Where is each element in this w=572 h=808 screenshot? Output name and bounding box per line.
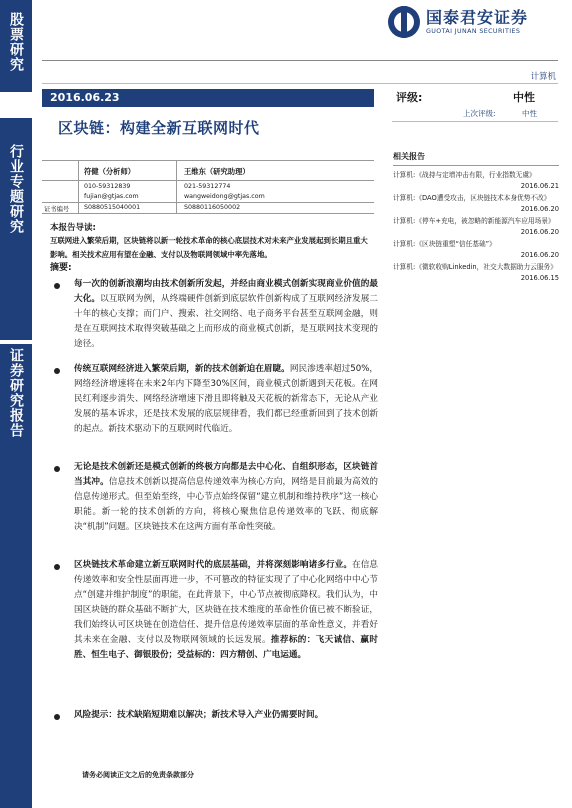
analyst-primary-cert: S0880515040001 (84, 204, 141, 211)
sector-label: 计算机 (530, 72, 556, 82)
report-date-bar (42, 89, 374, 107)
summary-body: 网民渗透率超过50%，网络经济增速将在未来2年内下降至30%区间，商业模式创新遇到天花板。在网民红利逐步消失、网络经济增速下滑且即将触及天花板的新常态下，无论从产业发展的基本诉求，还是技术发展的底层规律看，我们都已经重新回到了技术创新的起点。新技术驱动下的互联网时代临近。 (74, 364, 378, 434)
bullet-icon (54, 283, 60, 289)
related-report-item[interactable] (393, 262, 559, 282)
sidebar-middle-label: 行业专题研究 (8, 144, 24, 234)
analyst-primary-name: 符健（分析师） (84, 167, 136, 176)
cert-label: 证书编号 (44, 206, 70, 213)
summary-recommendation: 推荐标的：飞天诚信、赢时胜、恒生电子、御银股份；受益标的：四方精创、广电运通。 (74, 635, 378, 660)
sector-divider (42, 83, 558, 84)
guide-text: 互联网进入繁荣后期，区块链将以新一轮技术革命的核心底层技术对未来产业发展起到长期且重大影响。相关技术应用有望在金融、支付以及物联网领域中率先落地。 (50, 236, 368, 259)
bullet-icon (54, 368, 60, 374)
related-report-date: 2016.06.21 (520, 182, 559, 190)
summary-lead: 传统互联网经济进入繁荣后期，新的技术创新迫在眉睫。 (74, 364, 290, 374)
related-report-date: 2016.06.20 (520, 205, 559, 213)
previous-rating-label: 上次评级: (463, 109, 496, 118)
previous-rating-value: 中性 (522, 109, 537, 118)
related-report-item[interactable] (393, 216, 559, 236)
bullet-icon (54, 564, 60, 570)
summary-paragraph (74, 277, 378, 352)
analyst-secondary-phone: 021-59312774 (184, 183, 231, 190)
guotai-junan-logo-icon (388, 6, 420, 38)
sidebar-securities-report (0, 344, 32, 808)
summary-paragraph (74, 460, 378, 535)
brand-logo (388, 6, 528, 38)
summary-paragraph (74, 362, 378, 437)
analyst-secondary-name: 王维东（研究助理） (184, 167, 250, 176)
related-reports-heading: 相关报告 (393, 151, 559, 166)
related-report-date: 2016.06.20 (520, 251, 559, 259)
related-report-title: 计算机:《微软收购Linkedin，社交大数据助力云服务》 (393, 263, 557, 271)
related-report-title: 计算机:《DAO遭受攻击，区块链技术本身优势不改》 (393, 194, 551, 202)
related-report-item[interactable] (393, 193, 559, 213)
analyst-primary-email[interactable]: fujian@gtjas.com (84, 193, 139, 200)
related-report-title: 计算机:《区块链重塑“信任基础”》 (393, 240, 496, 248)
related-report-title: 计算机:《停车+充电，被忽略的新能源汽车应用场景》 (393, 217, 555, 225)
rating-divider (392, 121, 558, 122)
brand-name-cn: 国泰君安证券 (426, 7, 529, 27)
brand-name-en: GUOTAI JUNAN SECURITIES (426, 27, 521, 35)
bullet-icon (54, 714, 60, 720)
sidebar-bottom-label: 证券研究报告 (8, 348, 24, 438)
summary-paragraph (74, 558, 378, 663)
risk-warning (74, 708, 378, 723)
guide-heading: 本报告导读: (50, 223, 96, 233)
related-report-item[interactable] (393, 239, 559, 259)
disclaimer-note: 请务必阅读正文之后的免责条款部分 (82, 771, 194, 779)
rating-label: 评级: (396, 91, 423, 104)
rating-value: 中性 (513, 91, 535, 104)
related-report-title: 计算机:《战持与定增冲击有限，行业指数无虞》 (393, 171, 536, 179)
bullet-icon (54, 466, 60, 472)
analyst-table (42, 160, 374, 214)
analyst-primary-phone: 010-59312839 (84, 183, 131, 190)
related-report-date: 2016.06.15 (520, 274, 559, 282)
sidebar-stock-research (0, 0, 32, 92)
report-title: 区块链：构建全新互联网时代 (58, 119, 260, 137)
analyst-secondary-email[interactable]: wangweidong@gtjas.com (184, 193, 265, 200)
summary-body: 以互联网为例，从终端硬件创新到底层软件创新构成了互联网经济发展二十年的核心支撑；而门户、搜索、社交网络、电子商务平台甚至互联网金融，则是在互联网技术取得突破基础之上而形成的商业模式创新，是互联网技术变现的途径。 (74, 294, 378, 349)
summary-lead: 区块链技术革命建立新互联网时代的底层基础，并将深刻影响诸多行业。 (74, 560, 353, 570)
sidebar-industry-report (0, 118, 32, 340)
summary-body: 信息技术创新以提高信息传递效率为核心方向，网络是目前最为高效的信息传递形式。但至始至终，中心节点始终保留“建立机制和维持秩序”这一核心职能。新一轮的技术创新的方向，将核心聚焦信息传递效率的飞跃、彻底解决“机制”问题。区块链技术在这两方面有革命性突破。 (74, 477, 378, 532)
summary-heading: 摘要: (50, 263, 72, 273)
summary-lead: 无论是技术创新还是模式创新的终极方向都是去中心化、自组织形态，区块链首当其冲。 (74, 462, 378, 487)
related-reports (393, 151, 559, 285)
related-report-item[interactable] (393, 170, 559, 190)
sidebar-top-label: 股票研究 (8, 12, 24, 72)
summary-lead: 每一次的创新浪潮均由技术创新所发起，并经由商业模式创新实现商业价值的最大化。 (74, 279, 378, 304)
related-report-date: 2016.06.20 (520, 228, 559, 236)
summary-body: 在信息传递效率和安全性层面再进一步，不可篡改的特征实现了了中心化网络中中心节点“创建并维护制度”的职能，在此背景下，中心节点被彻底降权。我们认为，中国区块链的群众基础不断扩大，区块链在技术维度的革命性价值已被不断验证，我们始终认可区块链在创造信任、提升信息传递效率层面的革命性意义，并看好其未来在金融、支付以及物联网领域的长远发展。 (74, 560, 378, 645)
report-date: 2016.06.23 (50, 91, 120, 104)
header-divider (42, 60, 558, 61)
analyst-secondary-cert: S0880116050002 (184, 204, 241, 211)
risk-warning-text: 风险提示：技术缺陷短期难以解决；新技术导入产业仍需要时间。 (74, 710, 324, 720)
